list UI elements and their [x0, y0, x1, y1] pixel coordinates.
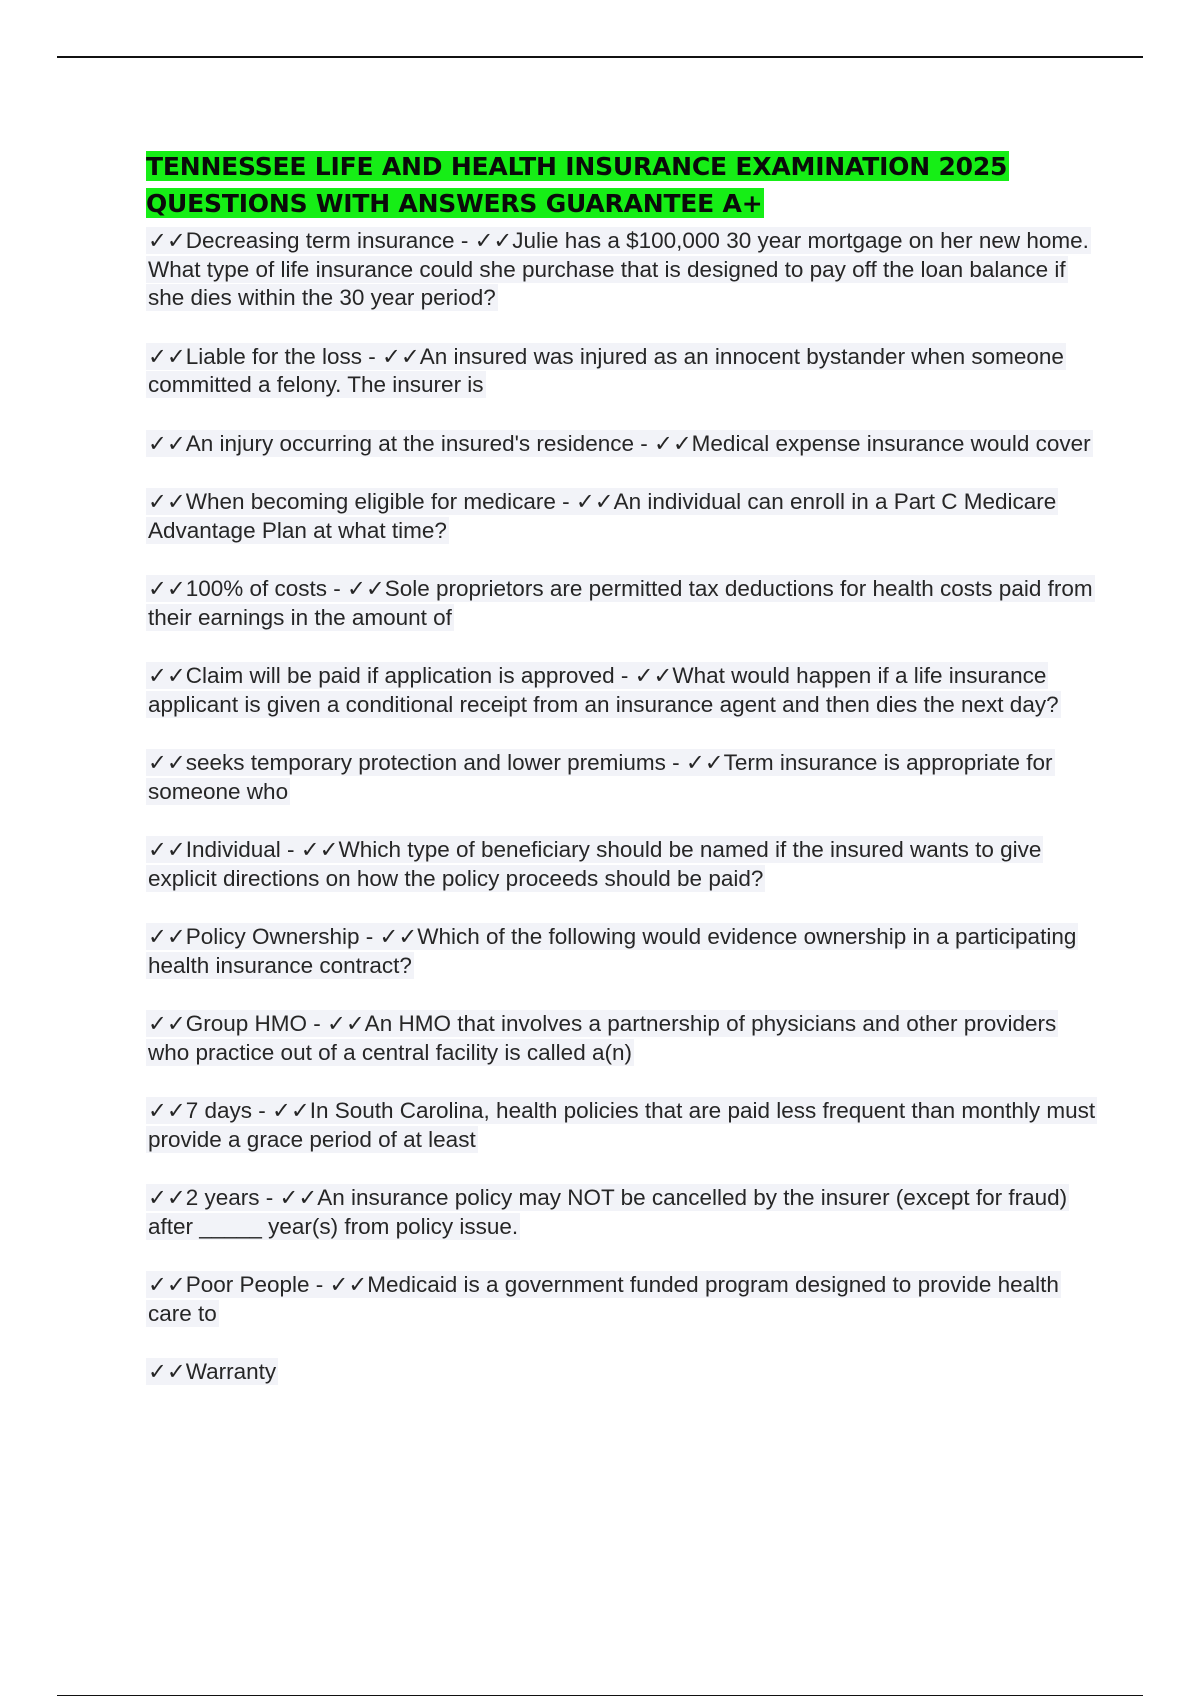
- top-rule: [57, 56, 1143, 58]
- qa-text: ✓✓7 days - ✓✓In South Carolina, health policies that are paid less frequent than monthly must provide a grace period of at least: [148, 1098, 1096, 1152]
- qa-item: [146, 923, 1096, 980]
- qa-item: [146, 749, 1096, 806]
- qa-item: [146, 1097, 1096, 1154]
- qa-text: ✓✓Liable for the loss - ✓✓An insured was injured as an innocent bystander when someone committed a felony. The insurer is: [148, 343, 1064, 397]
- qa-text: ✓✓100% of costs - ✓✓Sole proprietors are permitted tax deductions for health costs paid from their earnings in the amount of: [148, 576, 1093, 630]
- qa-text: ✓✓An injury occurring at the insured's residence - ✓✓Medical expense insurance would cover: [148, 430, 1091, 456]
- qa-text: ✓✓2 years - ✓✓An insurance policy may NOT be cancelled by the insurer (except for fraud) after _____ year(s) from policy issue.: [148, 1185, 1068, 1239]
- qa-text: ✓✓seeks temporary protection and lower premiums - ✓✓Term insurance is appropriate for someone who: [148, 750, 1053, 804]
- qa-item: [146, 662, 1096, 719]
- qa-item: [146, 1271, 1096, 1328]
- qa-item: [146, 1358, 1096, 1387]
- qa-item: [146, 488, 1096, 545]
- qa-text: ✓✓Policy Ownership - ✓✓Which of the following would evidence ownership in a participating health insurance contract?: [148, 924, 1077, 978]
- qa-text: ✓✓Decreasing term insurance - ✓✓Julie has a $100,000 30 year mortgage on her new home. What type of life insurance could she purchase that is designed to pay off the loan balance if she dies within the 30 year period?: [148, 228, 1089, 310]
- qa-text: ✓✓Group HMO - ✓✓An HMO that involves a partnership of physicians and other providers who practice out of a central facility is called a(n): [148, 1011, 1057, 1065]
- qa-item: [146, 1184, 1096, 1241]
- document-body: [146, 148, 1096, 1417]
- qa-item: [146, 343, 1096, 400]
- bottom-rule: [57, 1695, 1143, 1696]
- qa-text: ✓✓Poor People - ✓✓Medicaid is a government funded program designed to provide health care to: [148, 1272, 1059, 1326]
- document-title: [146, 148, 1096, 222]
- qa-text: ✓✓When becoming eligible for medicare - ✓✓An individual can enroll in a Part C Medicare Advantage Plan at what time?: [148, 489, 1057, 543]
- qa-list: [146, 227, 1096, 1387]
- qa-item: [146, 227, 1096, 313]
- qa-item: [146, 1010, 1096, 1067]
- qa-item: [146, 575, 1096, 632]
- document-title-text: TENNESSEE LIFE AND HEALTH INSURANCE EXAMINATION 2025 QUESTIONS WITH ANSWERS GUARANTEE A+: [146, 152, 1008, 218]
- qa-text: ✓✓Warranty: [148, 1359, 277, 1384]
- qa-item: [146, 836, 1096, 893]
- qa-text: ✓✓Individual - ✓✓Which type of beneficiary should be named if the insured wants to give explicit directions on how the policy proceeds should be paid?: [148, 837, 1042, 891]
- qa-item: [146, 430, 1096, 459]
- qa-text: ✓✓Claim will be paid if application is approved - ✓✓What would happen if a life insurance applicant is given a conditional receipt from an insurance agent and then dies the next day?: [148, 663, 1059, 717]
